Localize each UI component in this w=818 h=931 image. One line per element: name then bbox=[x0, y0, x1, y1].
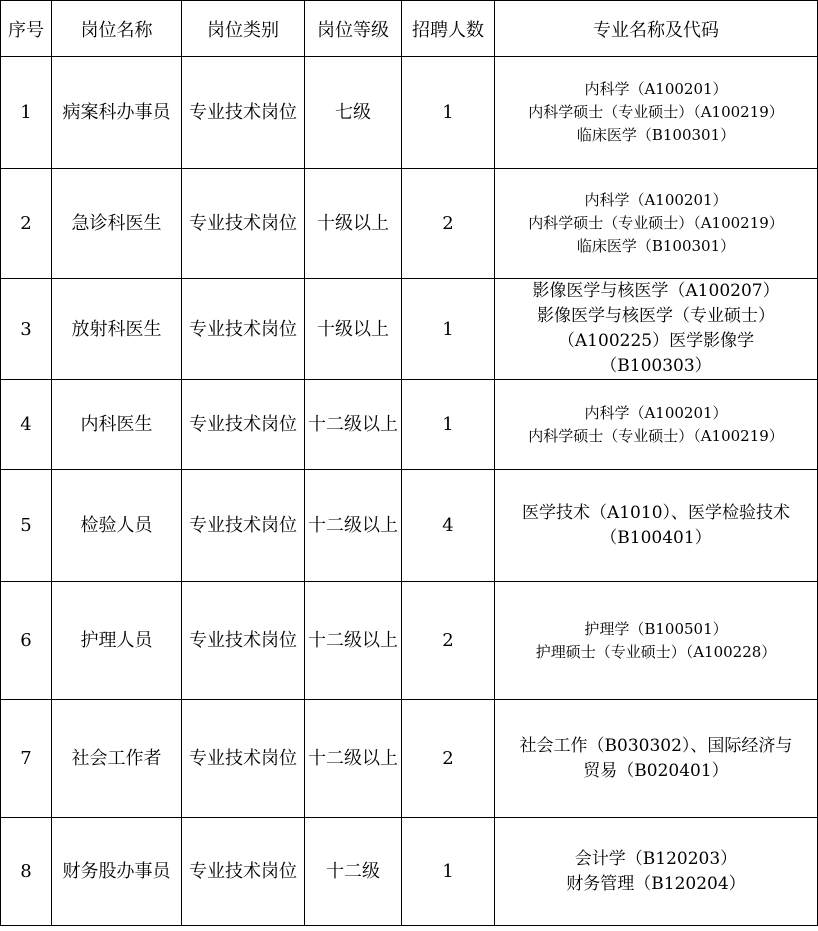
cell-position-category: 专业技术岗位 bbox=[182, 279, 305, 380]
cell-position-name: 急诊科医生 bbox=[52, 169, 182, 279]
cell-hire-count: 1 bbox=[402, 279, 495, 380]
major-line: 内科学（A100201） bbox=[584, 191, 728, 209]
cell-hire-count: 4 bbox=[402, 470, 495, 582]
cell-no: 7 bbox=[1, 700, 52, 818]
cell-hire-count: 1 bbox=[402, 57, 495, 169]
major-line: （B100401） bbox=[600, 527, 712, 548]
cell-position-name: 放射科医生 bbox=[52, 279, 182, 380]
table-row bbox=[1, 470, 818, 582]
cell-position-level: 十级以上 bbox=[305, 169, 402, 279]
cell-position-name: 病案科办事员 bbox=[52, 57, 182, 169]
cell-position-name: 财务股办事员 bbox=[52, 818, 182, 926]
major-line: 医学技术（A1010）、医学检验技术 bbox=[521, 502, 791, 523]
header-position-category: 岗位类别 bbox=[182, 1, 305, 57]
cell-no: 8 bbox=[1, 818, 52, 926]
cell-majors bbox=[495, 57, 818, 169]
cell-majors bbox=[495, 470, 818, 582]
cell-majors bbox=[495, 582, 818, 700]
table-row bbox=[1, 380, 818, 470]
cell-position-category: 专业技术岗位 bbox=[182, 380, 305, 470]
major-line: 护理硕士（专业硕士）（A100228） bbox=[535, 642, 777, 661]
cell-position-level: 十二级以上 bbox=[305, 380, 402, 470]
header-no: 序号 bbox=[1, 1, 52, 57]
table-row bbox=[1, 57, 818, 169]
major-line: 社会工作（B030302）、国际经济与 bbox=[519, 735, 793, 756]
major-line: 会计学（B120203） bbox=[574, 848, 738, 869]
table-row bbox=[1, 818, 818, 926]
major-line: 内科学（A100201） bbox=[584, 80, 728, 98]
cell-position-category: 专业技术岗位 bbox=[182, 818, 305, 926]
table-row bbox=[1, 582, 818, 700]
cell-hire-count: 1 bbox=[402, 818, 495, 926]
cell-position-level: 十二级以上 bbox=[305, 470, 402, 582]
table-row bbox=[1, 169, 818, 279]
cell-position-category: 专业技术岗位 bbox=[182, 57, 305, 169]
cell-position-category: 专业技术岗位 bbox=[182, 169, 305, 279]
major-line: （B100303） bbox=[600, 356, 712, 376]
major-line: 内科学（A100201） bbox=[584, 403, 728, 422]
major-line: 影像医学与核医学（A100207） bbox=[532, 281, 780, 301]
cell-hire-count: 2 bbox=[402, 169, 495, 279]
cell-position-level: 十二级以上 bbox=[305, 700, 402, 818]
major-line: 内科学硕士（专业硕士）（A100219） bbox=[528, 103, 784, 121]
cell-position-name: 检验人员 bbox=[52, 470, 182, 582]
cell-no: 3 bbox=[1, 279, 52, 380]
major-line: 影像医学与核医学（专业硕士） bbox=[537, 306, 775, 326]
cell-position-name: 社会工作者 bbox=[52, 700, 182, 818]
cell-position-name: 内科医生 bbox=[52, 380, 182, 470]
header-major-and-code: 专业名称及代码 bbox=[495, 1, 818, 57]
table-row bbox=[1, 700, 818, 818]
major-line: 财务管理（B120204） bbox=[566, 873, 746, 894]
table-row bbox=[1, 279, 818, 380]
cell-hire-count: 2 bbox=[402, 700, 495, 818]
major-line: （A100225）医学影像学 bbox=[557, 331, 755, 351]
major-line: 护理学（B100501） bbox=[584, 619, 728, 638]
cell-position-level: 十二级 bbox=[305, 818, 402, 926]
cell-majors bbox=[495, 700, 818, 818]
cell-majors bbox=[495, 279, 818, 380]
header-position-name: 岗位名称 bbox=[52, 1, 182, 57]
major-line: 内科学硕士（专业硕士）（A100219） bbox=[528, 426, 784, 445]
cell-majors bbox=[495, 818, 818, 926]
header-row bbox=[1, 1, 818, 57]
cell-position-name: 护理人员 bbox=[52, 582, 182, 700]
cell-position-category: 专业技术岗位 bbox=[182, 700, 305, 818]
cell-position-level: 十级以上 bbox=[305, 279, 402, 380]
cell-majors bbox=[495, 169, 818, 279]
cell-no: 4 bbox=[1, 380, 52, 470]
major-line: 临床医学（B100301） bbox=[576, 126, 736, 144]
major-line: 临床医学（B100301） bbox=[576, 237, 736, 255]
cell-position-level: 十二级以上 bbox=[305, 582, 402, 700]
cell-position-category: 专业技术岗位 bbox=[182, 582, 305, 700]
cell-no: 5 bbox=[1, 470, 52, 582]
cell-position-level: 七级 bbox=[305, 57, 402, 169]
major-line: 贸易（B020401） bbox=[583, 760, 729, 781]
cell-hire-count: 2 bbox=[402, 582, 495, 700]
cell-no: 1 bbox=[1, 57, 52, 169]
cell-no: 6 bbox=[1, 582, 52, 700]
cell-majors bbox=[495, 380, 818, 470]
cell-hire-count: 1 bbox=[402, 380, 495, 470]
cell-position-category: 专业技术岗位 bbox=[182, 470, 305, 582]
major-line: 内科学硕士（专业硕士）（A100219） bbox=[528, 214, 784, 232]
cell-no: 2 bbox=[1, 169, 52, 279]
header-position-level: 岗位等级 bbox=[305, 1, 402, 57]
header-hire-count: 招聘人数 bbox=[402, 1, 495, 57]
